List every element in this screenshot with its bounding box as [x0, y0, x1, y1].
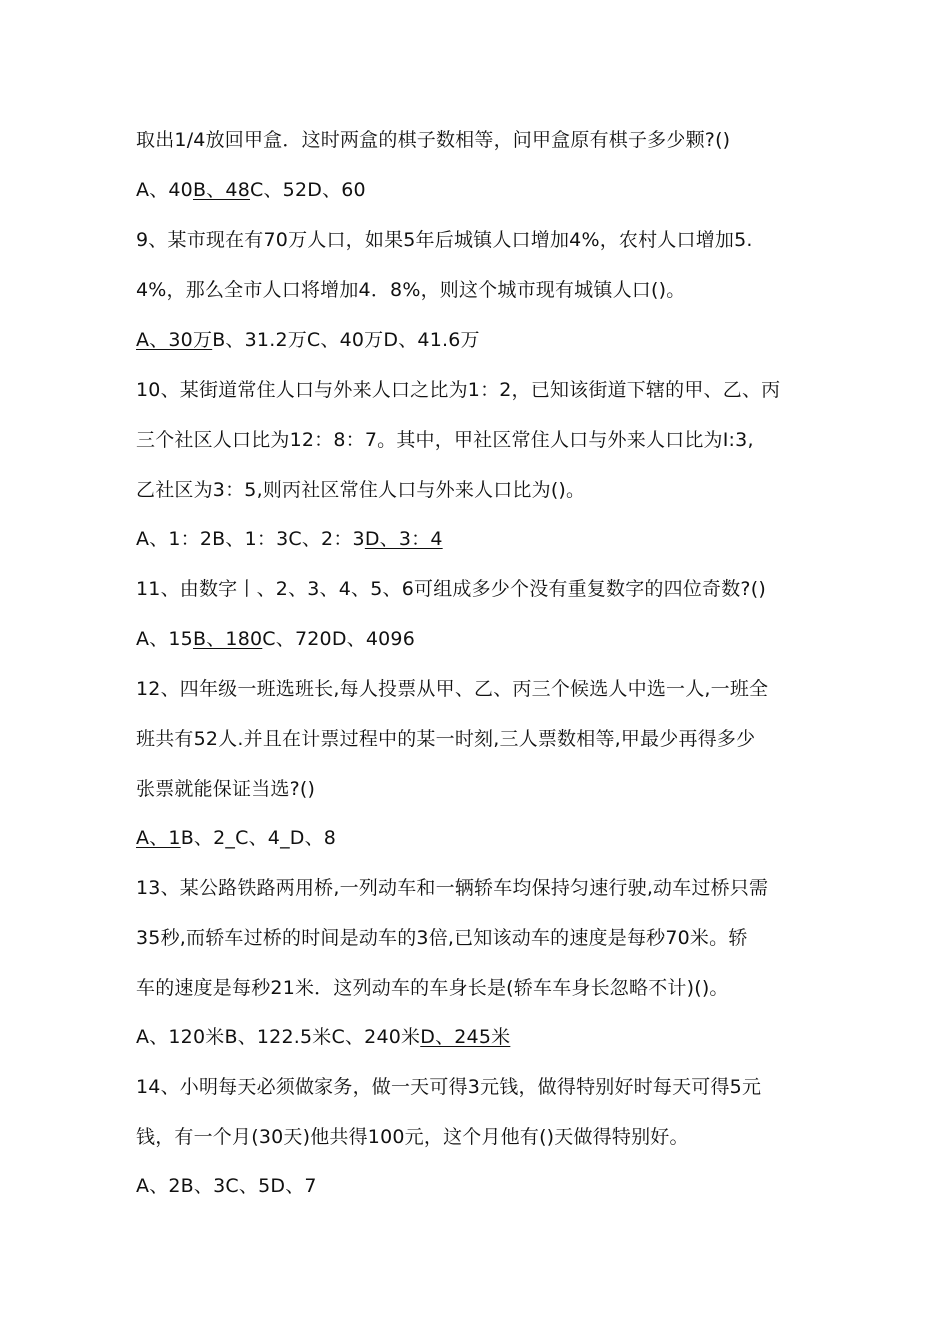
text-line: 张票就能保证当选?(): [136, 778, 316, 800]
underlined-answer: B、48: [192, 179, 250, 201]
underlined-answer: B、180: [192, 628, 263, 650]
text-line: 取出1/4放回甲盒．这时两盒的棋子数相等，问甲盒原有棋子多少颗?(): [136, 129, 731, 151]
question-13: 13、某公路铁路两用桥,一列动车和一辆轿车均保持匀速行驶,动车过桥只需: [136, 877, 769, 899]
question-12: 12、四年级一班选班长,每人投票从甲、乙、丙三个候选人中选一人,一班全: [136, 678, 769, 700]
text-line: 车的速度是每秒21米．这列动车的车身长是(轿车车身长忽略不计)()。: [136, 977, 729, 999]
answer-options: A、30万B、31.2万C、40万D、41.6万: [136, 329, 480, 351]
text-line: 35秒,而轿车过桥的时间是动车的3倍,已知该动车的速度是每秒70米。轿: [136, 927, 748, 949]
question-9: 9、某市现在有70万人口，如果5年后城镇人口增加4%，农村人口增加5.: [136, 229, 753, 251]
underlined-answer: D、3：4: [364, 528, 443, 550]
answer-options: A、15B、180C、720D、4096: [136, 628, 416, 650]
answer-options: A、40B、48C、52D、60: [136, 179, 366, 201]
text-line: 4%，那么全市人口将增加4．8%，则这个城市现有城镇人口()。: [136, 279, 686, 301]
answer-options: A、2B、3C、5D、7: [136, 1175, 317, 1197]
answer-options: A、120米B、122.5米C、240米D、245米: [136, 1026, 511, 1048]
answer-options: A、1：2B、1：3C、2：3D、3：4: [136, 528, 443, 550]
text-line: 班共有52人.并且在计票过程中的某一时刻,三人票数相等,甲最少再得多少: [136, 728, 756, 750]
underlined-answer: A、1: [136, 827, 181, 849]
text-line: 钱，有一个月(30天)他共得100元，这个月他有()天做得特别好。: [136, 1126, 689, 1148]
answer-options: A、1B、2_C、4_D、8: [136, 827, 337, 849]
underlined-answer: D、245米: [420, 1026, 511, 1048]
question-10: 10、某街道常住人口与外来人口之比为1：2，已知该街道下辖的甲、乙、丙: [136, 379, 781, 401]
question-11: 11、由数字丨、2、3、4、5、6可组成多少个没有重复数字的四位奇数?(): [136, 578, 766, 600]
question-14: 14、小明每天必须做家务，做一天可得3元钱，做得特别好时每天可得5元: [136, 1076, 762, 1098]
text-line: 三个社区人口比为12：8：7。其中，甲社区常住人口与外来人口比为I:3,: [136, 429, 754, 451]
underlined-answer: A、30万: [136, 329, 213, 351]
text-line: 乙社区为3：5,则丙社区常住人口与外来人口比为()。: [136, 479, 586, 501]
